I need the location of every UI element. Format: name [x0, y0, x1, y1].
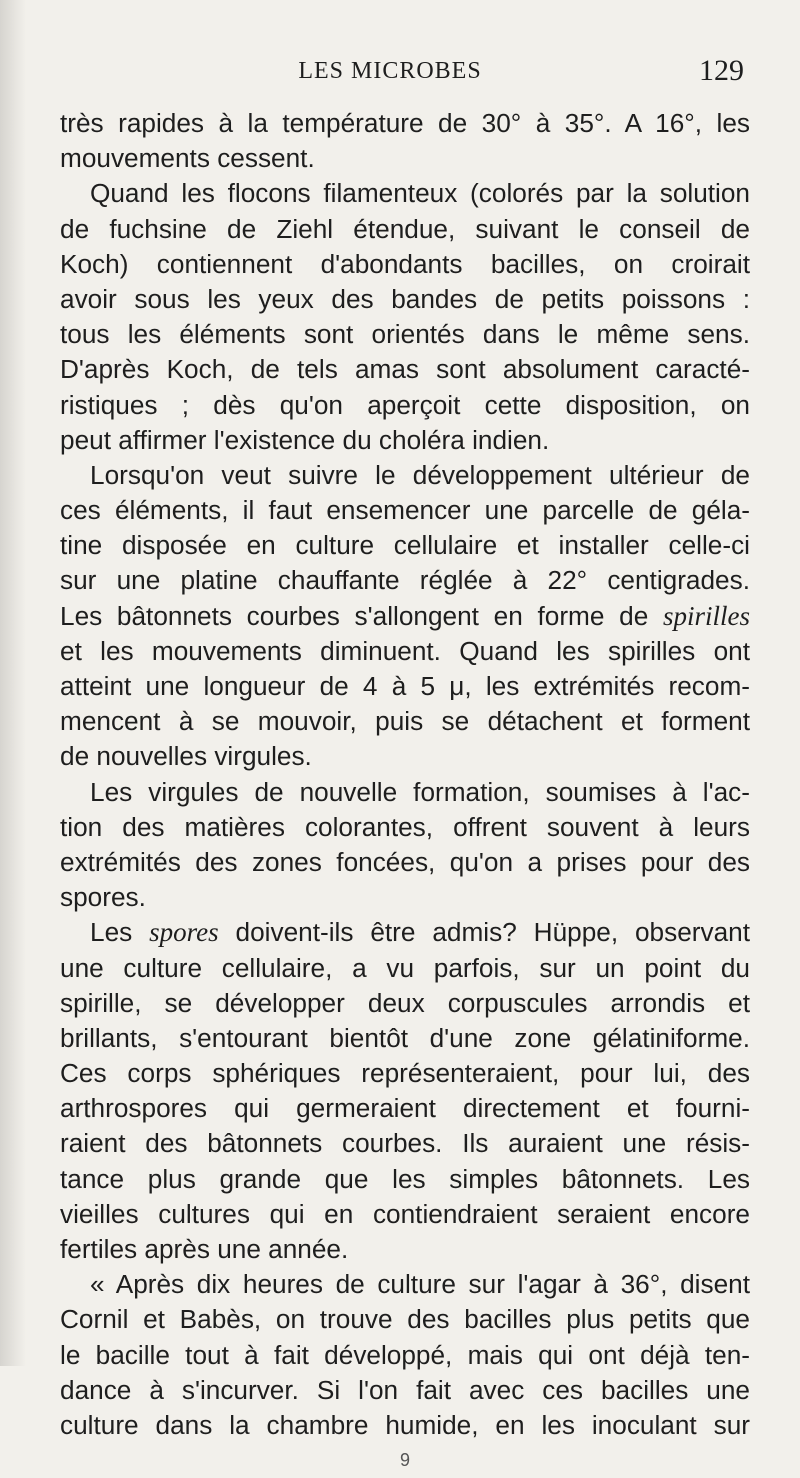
italic-term: spirilles	[662, 600, 750, 631]
text-line: ristiques ; dès qu'on aperçoit cette disposition, on	[60, 389, 750, 420]
text-line: tion des matières colorantes, offrent souvent à leurs	[60, 811, 750, 842]
text-line: extrémités des zones foncées, qu'on a prises pour des	[60, 846, 750, 877]
text-line: peut affirmer l'existence du choléra indien.	[60, 424, 550, 455]
text-line: spirille, se développer deux corpuscules arrondis et	[60, 987, 750, 1018]
text-line: Les virgules de nouvelle formation, soumises à l'ac-	[90, 776, 750, 807]
text-line	[60, 599, 750, 634]
page-gutter-shadow	[0, 0, 26, 1366]
text-line: raient des bâtonnets courbes. Ils auraient une résis-	[60, 1128, 750, 1159]
italic-term: spores	[149, 917, 219, 948]
text-line: Ces corps sphériques représenteraient, pour lui, des	[60, 1058, 750, 1089]
text-line: tine disposée en culture cellulaire et installer celle-ci	[60, 530, 750, 561]
text-line: tance plus grande que les simples bâtonnets. Les	[60, 1163, 750, 1194]
text-line	[60, 915, 750, 950]
text-line: de fuchsine de Ziehl étendue, suivant le conseil de	[60, 213, 750, 244]
text-line: de nouvelles virgules.	[60, 741, 312, 772]
text-line: Cornil et Babès, on trouve des bacilles plus petits que	[60, 1304, 750, 1335]
body-text	[60, 106, 750, 1478]
text-line: spores.	[60, 882, 146, 913]
text-line: culture dans la chambre humide, en les inoculant sur	[60, 1409, 750, 1440]
text-line: tous les éléments sont orientés dans le même sens.	[60, 319, 750, 350]
text-line: mencent à se mouvoir, puis se détachent et forment	[60, 706, 750, 737]
text-line: et les mouvements diminuent. Quand les spirilles ont	[60, 635, 750, 666]
text-line: mouvements cessent.	[60, 143, 315, 174]
page-number: 129	[699, 54, 744, 87]
page-header	[40, 54, 744, 96]
text-line: très rapides à la température de 30° à 35°. A 16°, les	[60, 108, 750, 138]
text-line: arthrospores qui germeraient directement et fourni-	[60, 1093, 750, 1124]
text-run: doivent-ils être admis? Hüppe, observant	[218, 917, 750, 948]
text-line: « Après dix heures de culture sur l'agar à 36°, disent	[90, 1269, 750, 1300]
text-run: Les bâtonnets courbes s'allongent en forme de	[60, 600, 663, 631]
text-run: Les	[90, 917, 150, 948]
text-line: une culture cellulaire, a vu parfois, sur un point du	[60, 952, 750, 983]
text-line: Lorsqu'on veut suivre le développement ultérieur de	[90, 459, 750, 490]
text-line: avoir sous les yeux des bandes de petits poissons :	[60, 283, 750, 314]
text-line: ces éléments, il faut ensemencer une parcelle de géla-	[60, 495, 750, 526]
text-line: sur une platine chauffante réglée à 22° centigrades.	[60, 565, 750, 596]
text-line: brillants, s'entourant bientôt d'une zone gélatiniforme.	[60, 1022, 750, 1053]
running-title: LES MICROBES	[298, 58, 482, 84]
signature-mark: 9	[399, 1450, 410, 1471]
text-line: dance à s'incurver. Si l'on fait avec ces bacilles une	[60, 1374, 750, 1405]
text-line: le bacille tout à fait développé, mais qui ont déjà ten-	[60, 1339, 750, 1370]
text-line: fertiles après une année.	[60, 1234, 349, 1264]
text-line: atteint une longueur de 4 à 5 μ, les extrémités recom-	[60, 671, 750, 701]
text-line: Koch) contiennent d'abondants bacilles, on croirait	[60, 248, 750, 279]
text-line: D'après Koch, de tels amas sont absolument caracté-	[60, 354, 750, 385]
text-line: vieilles cultures qui en contiendraient seraient encore	[60, 1198, 750, 1229]
text-line: Quand les flocons filamenteux (colorés par la solution	[90, 178, 750, 209]
